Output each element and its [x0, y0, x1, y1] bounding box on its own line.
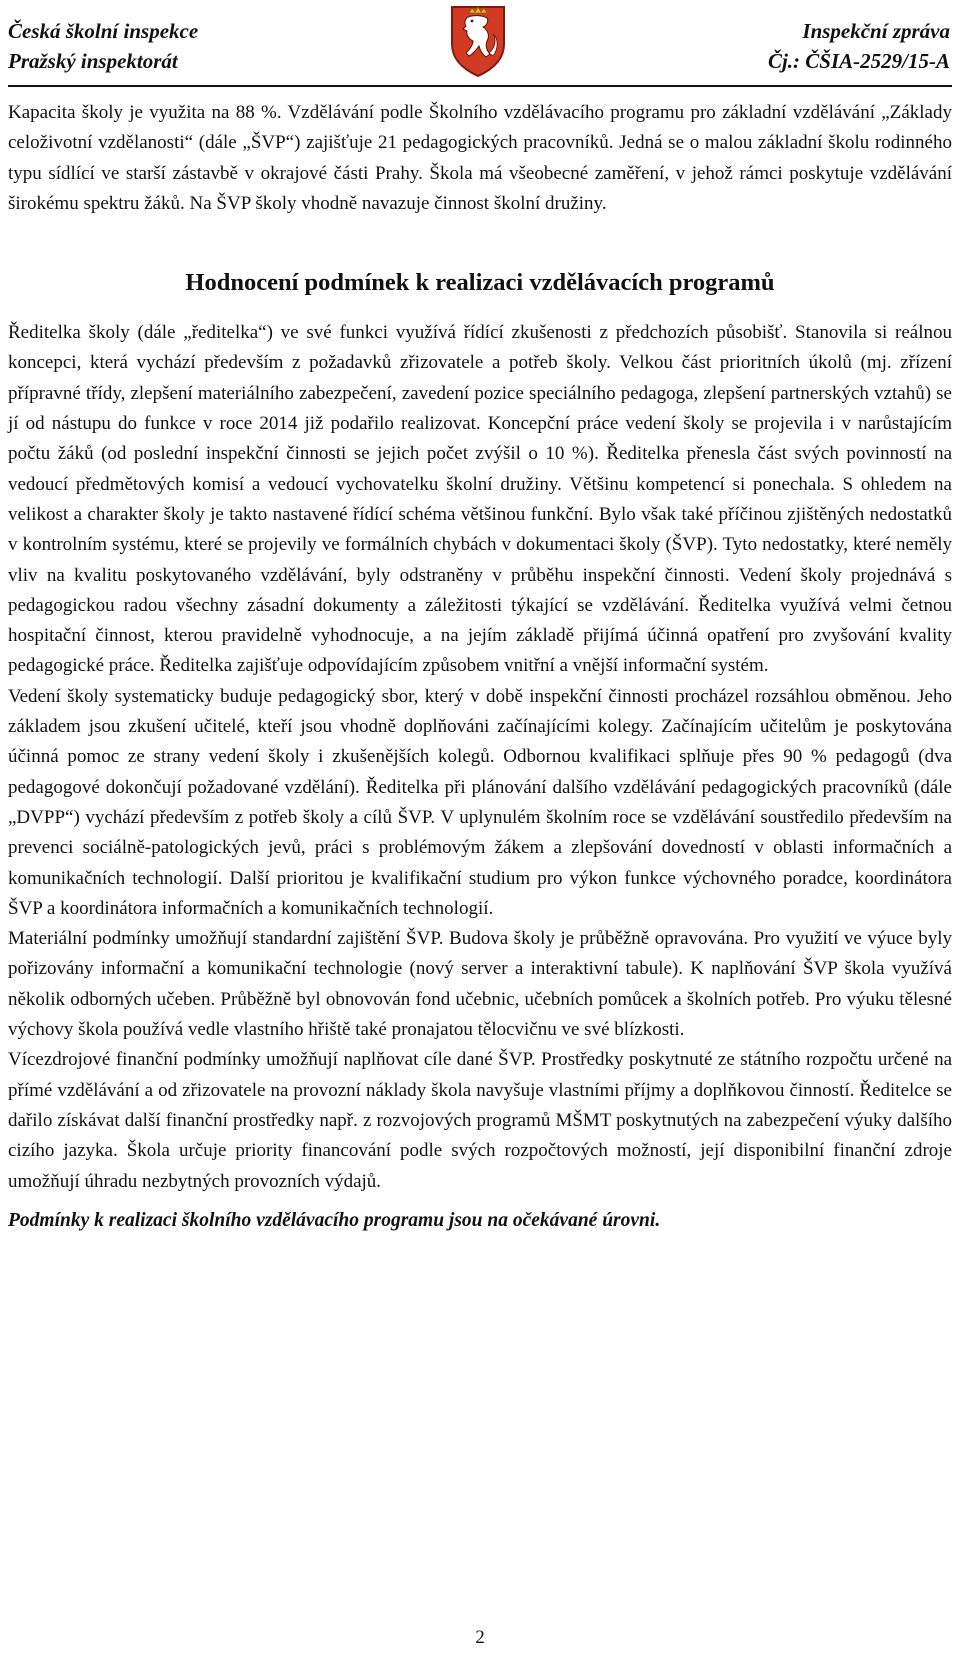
section-heading: Hodnocení podmínek k realizaci vzdělávacích programů [185, 269, 775, 297]
body-paragraph: Ředitelka školy (dále „ředitelka“) ve své funkci využívá řídící zkušenosti z předchozích působišť. Stanovila si reálnou koncepci, která vychází především z požadavků zřizovatele a potřeb školy. Velkou část prioritních úkolů (mj. zřízení přípravné třídy, zlepšení materiálního zabezpečení, zavedení pozice speciálního pedagoga, zlepšení partnerských vztahů) se jí od nástupu do funkce v roce 2014 již podařilo realizovat. Koncepční práce vedení školy se projevila i v narůstajícím počtu žáků (od poslední inspekční činnosti se jejich počet zvýšil o 10 %). Ředitelka přenesla část svých povinností na vedoucí předmětových komisí a vedoucí vychovatelku školní družiny. Většinu kompetencí si ponechala. S ohledem na velikost a charakter školy je takto nastavené řídící schéma většinou funkční. Bylo však také příčinou zjištěných nedostatků v kontrolním systému, které se projevily ve formálních chybách v dokumentaci školy (ŠVP). Tyto nedostatky, které neměly vliv na kvalitu poskytovaného vzdělávání, byly odstraněny v průběhu inspekční činnosti. Vedení školy projednává s pedagogickou radou všechny zásadní dokumenty a záležitosti týkající se vzdělávání. Ředitelka využívá velmi četnou hospitační činnost, kterou pravidelně vyhodnocuje, a na jejím základě přijímá účinná opatření pro zvyšování kvality pedagogické práce. Ředitelka zajišťuje odpovídajícím způsobem vnitřní a vnější informační systém. [8, 322, 952, 677]
header-divider [8, 85, 952, 87]
header-left [8, 16, 198, 76]
body-paragraph: Materiální podmínky umožňují standardní zajištění ŠVP. Budova školy je průběžně opravována. Pro využití ve výuce byly pořizovány informační a komunikační technologie (nový server a interaktivní tabule). K naplňování ŠVP škola využívá několik odborných učeben. Průběžně byl obnovován fond učebnic, učebních pomůcek a školních potřeb. Pro výuku tělesné výchovy škola používá vedle vlastního hřiště také pronajatou tělocvičnu ve své blízkosti. [8, 928, 952, 1041]
page-header [0, 0, 960, 84]
document-type: Inspekční zpráva [802, 19, 950, 43]
header-right [768, 16, 950, 76]
czech-lion-coat-of-arms-icon [449, 4, 507, 78]
document-body [8, 98, 952, 1236]
intro-paragraph: Kapacita školy je využita na 88 %. Vzdělávání podle Školního vzdělávacího programu pro základní vzdělávání „Základy celoživotní vzdělanosti“ (dále „ŠVP“) zajišťuje 21 pedagogických pracovníků. Jedná se o malou základní školu rodinného typu sídlící ve starší zástavbě v okrajové části Prahy. Škola má všeobecné zaměření, v jehož rámci poskytuje vzdělávání širokému spektru žáků. Na ŠVP školy vhodně navazuje činnost školní družiny. [8, 102, 952, 214]
reference-number: Čj.: ČŠIA-2529/15-A [767, 49, 950, 73]
institution-name: Česká školní inspekce [8, 19, 199, 43]
inspectorate-name: Pražský inspektorát [8, 49, 178, 73]
page-number: 2 [475, 1627, 485, 1648]
body-paragraph: Vedení školy systematicky buduje pedagogický sbor, který v době inspekční činnosti procházel rozsáhlou obměnou. Jeho základem jsou zkušení učitelé, kteří jsou vhodně doplňováni začínajícími kolegy. Začínajícím učitelům je poskytována účinná pomoc ze strany vedení školy i zkušenějších kolegů. Odbornou kvalifikaci splňuje přes 90 % pedagogů (dva pedagogové dokončují požadované vzdělání). Ředitelka při plánování dalšího vzdělávání pedagogických pracovníků (dále „DVPP“) vychází především z potřeb školy a cílů ŠVP. V uplynulém školním roce se vzdělávání soustředilo především na prevenci sociálně-patologických jevů, práci s problémovým žákem a zlepšování dovedností v oblasti informačních a komunikačních technologií. Další prioritou je kvalifikační studium pro výkon funkce výchovného poradce, koordinátora ŠVP a koordinátora informačních a komunikačních technologií. [8, 685, 952, 919]
section-conclusion: Podmínky k realizaci školního vzdělávacího programu jsou na očekávané úrovni. [8, 1209, 661, 1231]
body-paragraph: Vícezdrojové finanční podmínky umožňují naplňovat cíle dané ŠVP. Prostředky poskytnuté ze státního rozpočtu určené na přímé vzdělávání a od zřizovatele na provozní náklady škola navyšuje vlastními příjmy a doplňkovou činností. Ředitelce se dařilo získávat další finanční prostředky např. z rozvojových programů MŠMT poskytnutých na zabezpečení výuky dalšího cizího jazyka. Škola určuje priority financování podle svých rozpočtových možností, její disponibilní finanční zdroje umožňují úhradu nezbytných provozních výdajů. [8, 1049, 952, 1192]
